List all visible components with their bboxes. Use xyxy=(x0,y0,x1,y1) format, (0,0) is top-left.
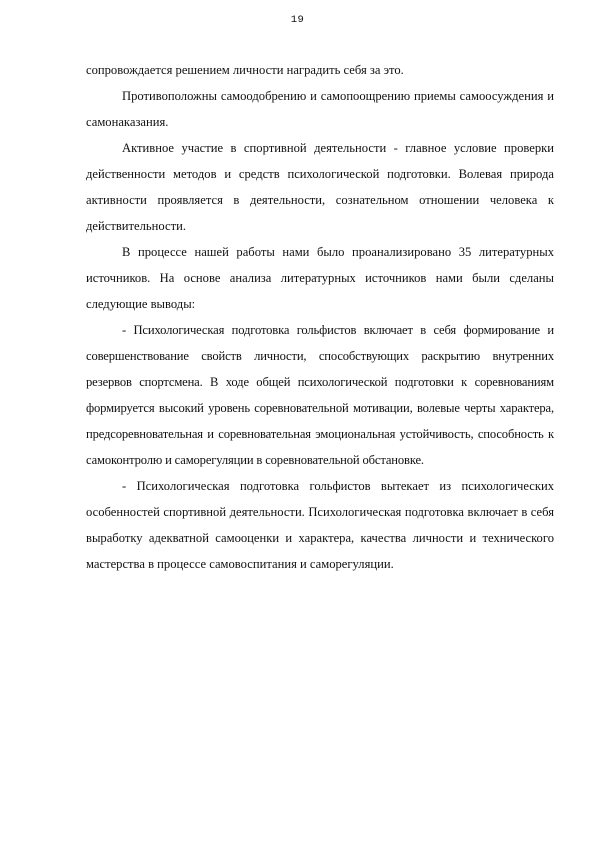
conclusion-item-1: - Психологическая подготовка гольфистов включает в себя формирование и совершенствование свойств личности, способствующих раскрытию внутренних резервов спортсмена. В ходе общей психологической подготовки к соревнованиям формируется высокий уровень соревновательной мотивации, волевые черты характера, предсоревновательная и соревновательная эмоциональная устойчивость, способность к самоконтролю и саморегуляции в соревновательной обстановке. xyxy=(86,323,554,467)
paragraph-active-participation: Активное участие в спортивной деятельности - главное условие проверки действенности методов и средств психологической подготовки. Волевая природа активности проявляется в деятельности, сознательном отношении человека к действительности. xyxy=(86,141,554,233)
page-number: 19 xyxy=(290,14,305,26)
paragraph-self-punishment: Противоположны самоодобрению и самопоощрению приемы самоосуждения и самонаказания. xyxy=(86,89,554,129)
paragraph-continuation: сопровождается решением личности наградить себя за это. xyxy=(86,63,404,77)
conclusion-item-2: - Психологическая подготовка гольфистов вытекает из психологических особенностей спортивной деятельности. Психологическая подготовка включает в себя выработку адекватной самооценки и характера, качества личности и технического мастерства в процессе самовоспитания и саморегуляции. xyxy=(86,479,554,571)
paragraph-literature-analysis: В процессе нашей работы нами было проанализировано 35 литературных источников. На основе анализа литературных источников нами были сделаны следующие выводы: xyxy=(86,245,554,311)
body-text xyxy=(86,57,554,577)
